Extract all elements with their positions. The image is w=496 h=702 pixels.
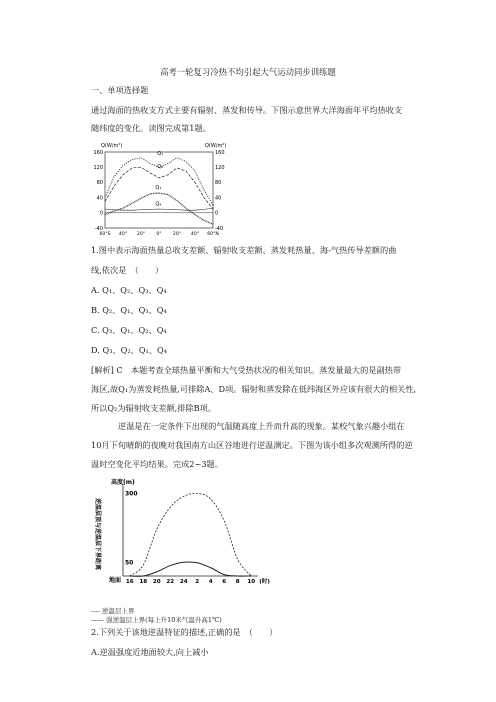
x-tick-label: 2 bbox=[195, 579, 200, 585]
intro-line-3: 逆温是在一定条件下出现的气温随高度上升而升高的现象。某校气象兴趣小组在 bbox=[118, 421, 405, 431]
x-tick-label: 10 bbox=[247, 579, 256, 585]
y-tick-label-right: 160 bbox=[215, 149, 225, 156]
y-axis-label-left: Q(W/m²) bbox=[101, 143, 123, 149]
x-tick-label: 6 bbox=[222, 579, 227, 585]
y-axis-vertical-label: 逆温层顶与逆温层下界距离 bbox=[94, 498, 101, 571]
x-tick-label: 60°N bbox=[207, 232, 219, 237]
x-tick-label: 0° bbox=[156, 232, 162, 237]
y-tick-label-right: 120 bbox=[215, 165, 225, 171]
x-tick-label: 18 bbox=[139, 579, 148, 585]
question-2: 2.下列关于该地逆温特征的描述,正确的是 （ ） bbox=[91, 627, 278, 637]
x-tick-label: 22 bbox=[166, 579, 175, 585]
y-tick-label-left: 80 bbox=[96, 180, 103, 187]
y-tick-label: 300 bbox=[125, 490, 138, 498]
intro-line-4: 10月下旬晴朗的夜晚对我国南方山区谷地进行逆温测定。下图为该小组多次观测所得的逆 bbox=[91, 440, 413, 450]
heat-budget-chart bbox=[85, 138, 235, 243]
x-tick-label: 40° bbox=[118, 232, 128, 237]
series-label-1: Q₁ bbox=[157, 151, 164, 158]
series-label-4: Q₄ bbox=[155, 201, 162, 208]
question-1-line-1: 1.图中表示海面热量总收支差额、辐射收支差额、蒸发耗热量、海-气热传导差额的曲 bbox=[91, 245, 397, 255]
x-tick-label: 8 bbox=[235, 579, 240, 585]
section-heading: 一、单项选择题 bbox=[91, 85, 149, 95]
inversion-upper-curve bbox=[130, 493, 252, 576]
question-1-line-2: 线,依次是 （ ） bbox=[91, 265, 164, 275]
series-line-3 bbox=[105, 193, 213, 224]
x-tick-label: 20° bbox=[136, 232, 146, 237]
x-tick-label: 40° bbox=[190, 232, 200, 237]
series-line-4 bbox=[105, 208, 213, 210]
option-1d: D. Q₃、Q₂、Q₁、Q₄ bbox=[91, 345, 168, 355]
intro-line-2: 随纬度的变化。读图完成第1题。 bbox=[91, 123, 211, 133]
y-axis-label: 高度(m) bbox=[111, 479, 135, 486]
y-tick-label: 50 bbox=[125, 559, 134, 567]
x-tick-label: 24 bbox=[179, 579, 188, 585]
option-1c: C. Q₃、Q₁、Q₂、Q₄ bbox=[91, 325, 167, 335]
y-tick-label-left: 40 bbox=[96, 195, 103, 202]
y-axis-label-right: Q(W/m²) bbox=[205, 143, 227, 149]
x-tick-label: 60°S bbox=[99, 232, 111, 237]
series-label-3: Q₃ bbox=[155, 185, 162, 192]
y-tick-label-left: 0 bbox=[99, 210, 103, 217]
option-1a: A. Q₁、Q₂、Q₃、Q₄ bbox=[91, 285, 167, 295]
inversion-chart bbox=[88, 476, 278, 606]
page-title: 高考一轮复习冷热不均引起大气运动同步训练题 bbox=[160, 67, 336, 77]
ground-label: 地面 bbox=[109, 577, 122, 584]
intro-line-5: 温时空变化平均结果。完成2~3题。 bbox=[91, 459, 223, 469]
x-tick-label: 20° bbox=[172, 232, 182, 237]
strong-inversion-curve bbox=[130, 562, 252, 576]
y-tick-label-left: 160 bbox=[93, 149, 103, 156]
y-tick-label-right: 40 bbox=[215, 195, 222, 202]
x-tick-label: 4 bbox=[208, 579, 213, 585]
option-2a: A.逆温强度近地面较大,向上减小 bbox=[91, 647, 209, 657]
x-unit-label: (时) bbox=[259, 579, 270, 585]
y-tick-label-right: 80 bbox=[215, 180, 222, 187]
intro-line-1: 通过海面的热收支方式主要有辐射、蒸发和传导。下图示意世界大洋海面年平均热收支 bbox=[91, 105, 403, 115]
legend-dashed: ---- 逆温层上界 bbox=[91, 607, 135, 615]
x-tick-label: 20 bbox=[152, 579, 161, 585]
analysis-line-3: 所以Q₂为辐射收支差额,排除B项。 bbox=[91, 403, 217, 413]
legend-solid: —— 强逆温层上界(每上升10米气温升高1℃) bbox=[91, 616, 222, 624]
analysis-line-2: 海区,故Q₁为蒸发耗热量,可排除A、D项。辐射和蒸发除在低纬海区外应该有很大的相关性, bbox=[91, 384, 417, 394]
series-label-2: Q₂ bbox=[157, 163, 164, 170]
x-tick-label: 16 bbox=[125, 579, 134, 585]
y-tick-label-left: -40 bbox=[94, 225, 103, 232]
analysis-line-1: [解析] C 本题考查全球热量平衡和大气受热状况的相关知识。蒸发量最大的是副热带 bbox=[91, 365, 402, 375]
option-1b: B. Q₂、Q₁、Q₃、Q₄ bbox=[91, 305, 167, 315]
y-tick-label-right: -40 bbox=[215, 225, 224, 232]
y-tick-label-right: 0 bbox=[215, 210, 219, 217]
y-tick-label-left: 120 bbox=[93, 165, 103, 171]
